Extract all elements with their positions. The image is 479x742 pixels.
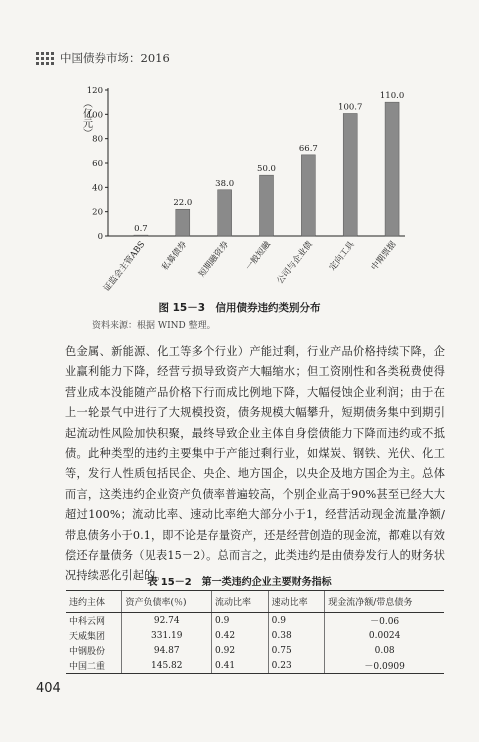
- table-cell: 天威集团: [69, 632, 106, 642]
- bar: [385, 102, 399, 236]
- table-cell: 94.87: [122, 643, 212, 658]
- data-label: 110.0: [379, 91, 405, 102]
- y-tick-label: 20: [92, 207, 103, 218]
- table-cell: 0.08: [325, 643, 444, 658]
- table-header: 现金流净额/带息债务: [325, 591, 444, 613]
- table-header: 流动比率: [212, 591, 269, 613]
- header-dots-icon: [36, 52, 54, 65]
- y-tick-label: 40: [92, 183, 103, 194]
- y-tick-label: 120: [86, 86, 103, 96]
- data-label: 50.0: [257, 164, 276, 175]
- bar: [134, 235, 148, 236]
- table-cell: 中钢股份: [69, 647, 106, 657]
- figure-source: 资料来源：根据 WIND 整理。: [92, 321, 216, 331]
- table-cell: 0.9: [268, 613, 325, 629]
- table-cell: －0.06: [325, 613, 444, 629]
- bar: [301, 155, 315, 236]
- y-tick-label: 60: [92, 159, 103, 169]
- y-tick-label: 100: [86, 110, 103, 121]
- table-header: 违约主体: [66, 591, 122, 613]
- table-cell: 0.75: [268, 643, 325, 658]
- table-cell: 0.38: [268, 628, 325, 643]
- figure-title: 图 15－3 信用债券违约类别分布: [158, 302, 321, 314]
- page-header: [36, 50, 170, 66]
- table-header: 资产负债率(％): [122, 591, 212, 613]
- x-tick-label: 证监会主管ABS: [102, 239, 148, 294]
- body-paragraph: [65, 342, 445, 587]
- bar-chart: [70, 80, 410, 295]
- x-tick-label: 一般短融: [244, 239, 273, 273]
- table-cell: 0.9: [212, 613, 269, 629]
- table-title: 表 15－2 第一类违约企业主要财务指标: [147, 577, 332, 588]
- financial-table: [66, 590, 444, 674]
- page-number: 404: [36, 681, 61, 696]
- table-row: [66, 658, 444, 674]
- table-cell: 0.92: [212, 643, 269, 658]
- data-label: 100.7: [338, 102, 363, 113]
- table-cell: －0.0909: [325, 658, 444, 674]
- y-tick-label: 80: [92, 134, 103, 145]
- data-label: 66.7: [298, 143, 318, 154]
- data-label: 22.0: [173, 198, 193, 209]
- table-row: [66, 628, 444, 643]
- header-title: 中国债券市场：2016: [60, 51, 170, 65]
- table-cell: 145.82: [122, 658, 212, 674]
- data-label: 0.7: [134, 224, 148, 235]
- x-tick-label: 定向工具: [327, 239, 357, 273]
- x-tick-label: 公司与企业债: [275, 239, 315, 287]
- paragraph-text: 色金属、新能源、化工等多个行业）产能过剩，行业产品价格持续下降，企业赢利能力下降，经营亏损导致资产大幅缩水；但工资刚性和各类税费使得营业成本没能随产品价格下行而成比例地下降，大幅侵蚀企业利润；由于在上一轮景气中进行了大规模投资，债务规模大幅攀升，短期债务集中到期引起流动性风险加快积聚，最终导致企业主体自身偿债能力下降而违约或不抵债。此种类型的违约主要集中于产能过剩行业，如煤炭、钢铁、光伏、化工等，发行人性质包括民企、央企、地方国企，以央企及地方国企为主。总体而言，这类违约企业资产负债率普遍较高，个别企业高于90%甚至已经大大超过100%；流动比率、速动比率绝大部分小于1，经营活动现金流量净额/带息债务小于0.1，即不论是存量资产，还是经营创造的现金流，都难以有效偿还存量债务（见表15－2）。总而言之，此类违约是由债券发行人的财务状况持续恶化引起的。: [65, 345, 445, 583]
- y-axis-label: （亿元）: [80, 98, 92, 138]
- table-cell: 331.19: [122, 628, 212, 643]
- table-cell: 0.41: [212, 658, 269, 674]
- table-header: 速动比率: [268, 591, 325, 613]
- y-tick-label: 0: [97, 232, 103, 242]
- table-cell: 中科云网: [69, 617, 106, 627]
- x-tick-label: 私募债券: [160, 239, 190, 273]
- table-cell: 0.0024: [325, 628, 444, 643]
- table-header-row: [66, 591, 444, 613]
- bar: [260, 175, 274, 236]
- bar: [176, 209, 190, 236]
- table-row: [66, 613, 444, 629]
- table-cell: 0.42: [212, 628, 269, 643]
- x-tick-label: 短期融资券: [196, 239, 232, 280]
- bar: [343, 113, 357, 236]
- table-cell: 0.23: [268, 658, 325, 674]
- data-label: 38.0: [215, 178, 235, 189]
- bar: [218, 190, 232, 236]
- x-tick-label: 中期票据: [369, 239, 399, 273]
- table-cell: 中国二重: [66, 658, 122, 674]
- table-row: [66, 643, 444, 658]
- table-cell: 92.74: [122, 613, 212, 629]
